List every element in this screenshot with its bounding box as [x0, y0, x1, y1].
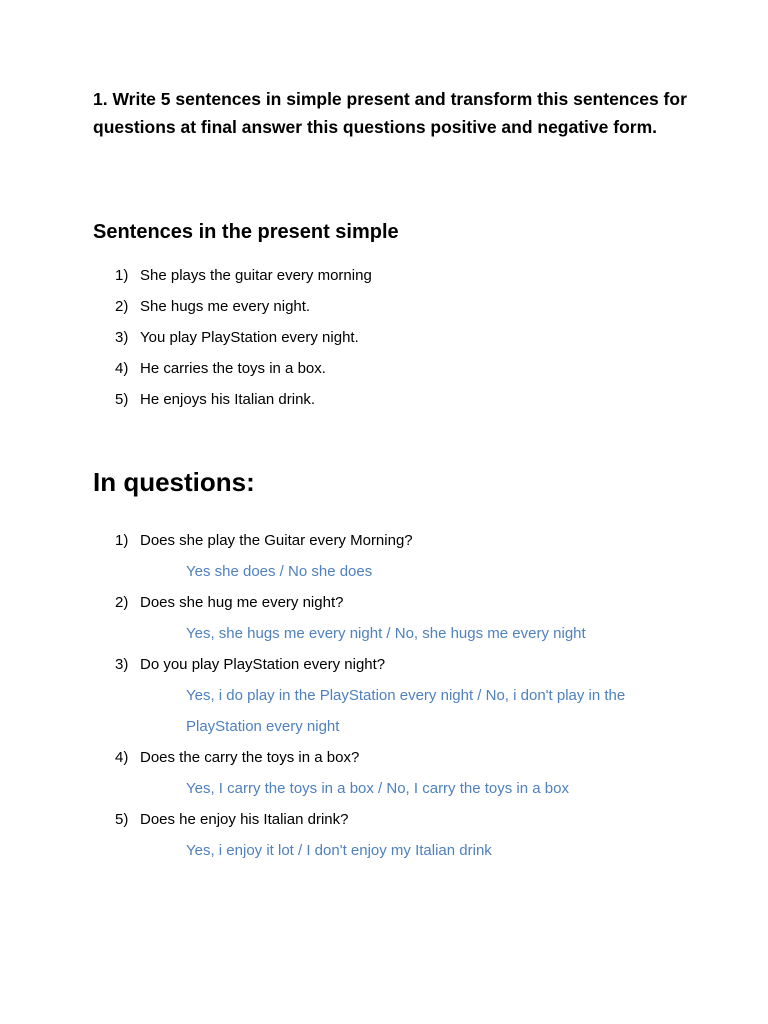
question-text: Does she hug me every night? [140, 594, 344, 611]
item-number: 3) [115, 656, 129, 673]
item-number: 5) [115, 811, 129, 828]
section-heading-questions: In questions: [93, 467, 255, 497]
list-item [115, 525, 676, 587]
list-item [115, 804, 676, 866]
answer-text: Yes, I carry the toys in a box / No, I carry the toys in a box [186, 780, 569, 797]
sentence-text: You play PlayStation every night. [140, 329, 359, 346]
instruction-text: 1. Write 5 sentences in simple present and transform this sentences for questions at final answer this questions positive and negative form. [93, 89, 687, 137]
list-item [115, 291, 372, 322]
sentence-text: She plays the guitar every morning [140, 267, 372, 284]
list-item [115, 587, 676, 649]
answer-text: Yes, she hugs me every night / No, she hugs me every night [186, 625, 586, 642]
list-item [115, 384, 372, 415]
item-number: 2) [115, 298, 129, 315]
answer-text: Yes she does / No she does [186, 563, 373, 580]
section-heading-present-simple: Sentences in the present simple [93, 221, 399, 243]
list-item [115, 322, 372, 353]
list-item [115, 649, 676, 742]
sentence-text: She hugs me every night. [140, 298, 311, 315]
item-number: 4) [115, 749, 129, 766]
answer-text: Yes, i enjoy it lot / I don't enjoy my Italian drink [186, 842, 492, 859]
question-text: Does he enjoy his Italian drink? [140, 811, 349, 828]
list-item [115, 353, 372, 384]
list-item [115, 260, 372, 291]
question-list [115, 525, 676, 866]
item-number: 3) [115, 329, 129, 346]
item-number: 2) [115, 594, 129, 611]
list-item [115, 742, 676, 804]
question-text: Does she play the Guitar every Morning? [140, 532, 413, 549]
question-text: Do you play PlayStation every night? [140, 656, 386, 673]
sentence-text: He carries the toys in a box. [140, 360, 326, 377]
sentence-list [115, 260, 372, 415]
answer-text: Yes, i do play in the PlayStation every night / No, i don't play in the PlayStation every night [186, 687, 626, 735]
item-number: 5) [115, 391, 129, 408]
item-number: 4) [115, 360, 129, 377]
item-number: 1) [115, 532, 129, 549]
question-text: Does the carry the toys in a box? [140, 749, 360, 766]
item-number: 1) [115, 267, 129, 284]
sentence-text: He enjoys his Italian drink. [140, 391, 316, 408]
